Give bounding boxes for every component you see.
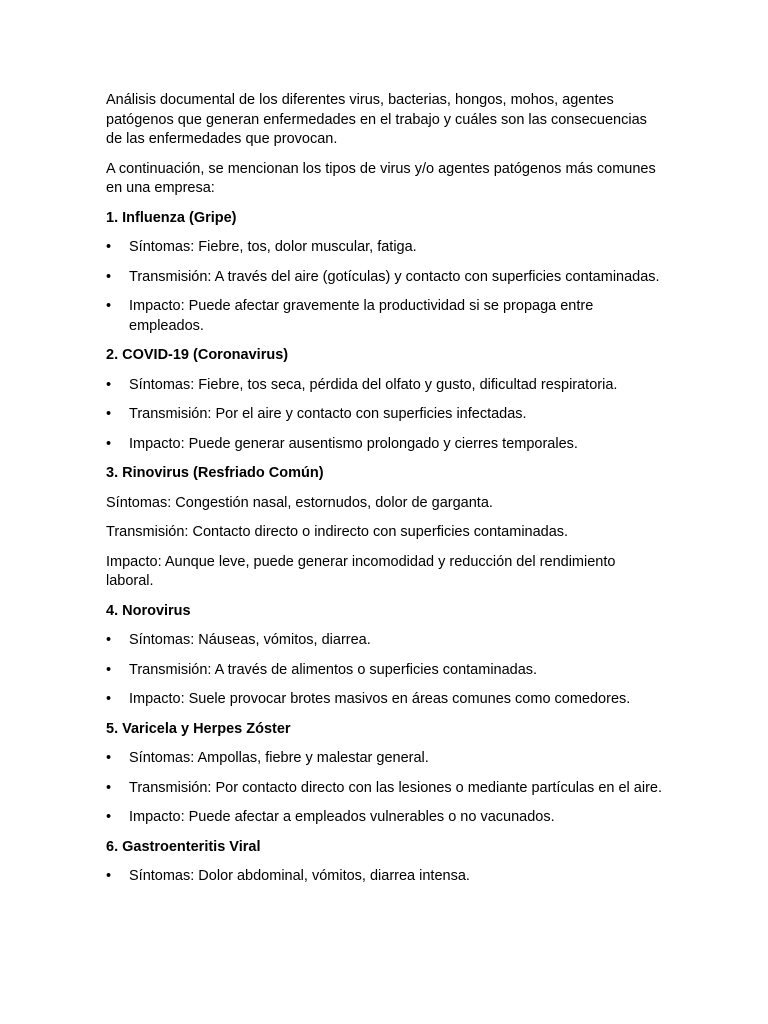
intro-paragraph: Análisis documental de los diferentes virus, bacterias, hongos, mohos, agentes patógenos que generan enfermedades en el trabajo y cuáles son las consecuencias de las enfermedades que provocan. — [106, 92, 647, 147]
section-paragraph: Impacto: Aunque leve, puede generar incomodidad y reducción del rendimiento laboral. — [106, 553, 616, 589]
list-item: • Síntomas: Náuseas, vómitos, diarrea. — [106, 631, 666, 651]
section-heading: 3. Rinovirus (Resfriado Común) — [106, 465, 324, 481]
section-paragraph: Transmisión: Contacto directo o indirecto con superficies contaminadas. — [106, 524, 569, 540]
list-item: • Impacto: Puede afectar a empleados vulnerables o no vacunados. — [106, 808, 666, 828]
section-heading: 5. Varicela y Herpes Zóster — [106, 720, 291, 737]
section-heading: 4. Norovirus — [106, 602, 191, 619]
bullet-list — [106, 238, 666, 336]
document-page — [106, 91, 666, 897]
section-heading: 2. COVID-19 (Coronavirus) — [106, 347, 289, 363]
list-item: • Impacto: Puede generar ausentismo prolongado y cierres temporales. — [106, 435, 666, 455]
bullet-list — [106, 631, 666, 710]
list-item: • Transmisión: A través del aire (gotículas) y contacto con superficies contaminadas. — [106, 268, 666, 288]
list-item: • Transmisión: A través de alimentos o superficies contaminadas. — [106, 661, 666, 681]
list-item: • Síntomas: Dolor abdominal, vómitos, diarrea intensa. — [106, 867, 666, 887]
list-item: • Síntomas: Fiebre, tos, dolor muscular, fatiga. — [106, 238, 666, 258]
section-heading: 1. Influenza (Gripe) — [106, 209, 237, 226]
bullet-list — [106, 749, 666, 828]
list-item: • Transmisión: Por el aire y contacto con superficies infectadas. — [106, 405, 666, 425]
list-item: • Impacto: Suele provocar brotes masivos en áreas comunes como comedores. — [106, 690, 666, 710]
list-item: • Transmisión: Por contacto directo con las lesiones o mediante partículas en el aire. — [106, 779, 666, 799]
list-item: • Impacto: Puede afectar gravemente la productividad si se propaga entre empleados. — [106, 297, 666, 336]
section-heading: 6. Gastroenteritis Viral — [106, 838, 261, 855]
section-paragraph: Síntomas: Congestión nasal, estornudos, dolor de garganta. — [106, 494, 493, 511]
bullet-list — [106, 867, 666, 887]
list-item: • Síntomas: Ampollas, fiebre y malestar general. — [106, 749, 666, 769]
bullet-list — [106, 376, 666, 455]
list-item: • Síntomas: Fiebre, tos seca, pérdida del olfato y gusto, dificultad respiratoria. — [106, 376, 666, 396]
intro-paragraph: A continuación, se mencionan los tipos de virus y/o agentes patógenos más comunes en una empresa: — [106, 160, 656, 196]
